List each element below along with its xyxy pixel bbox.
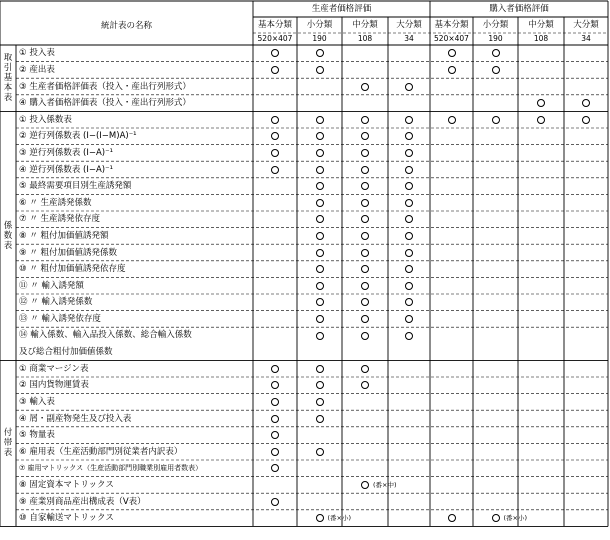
mark-circle [316,282,324,290]
row-label: ③ 生産者価格評価表（投入・産出行列形式） [19,81,191,92]
mark-circle [405,199,413,207]
mark-circle [405,166,413,174]
mark-circle [448,116,456,124]
mark-circle [316,249,324,257]
row-label: ⑥ 〃 生産誘発係数 [19,197,92,208]
mark-circle [316,415,324,423]
row-label: ⑦ 雇用マトリックス（生産活動部門別職業別雇用者数表） [19,464,203,473]
column-header-label: 小分類 [482,20,509,30]
row-label: ⑨ 〃 粗付加価値誘発係数 [19,247,118,258]
mark-circle [271,149,279,157]
mark-circle [361,365,369,373]
row-label: ⑥ 雇用表（生産活動部門別従業者内訳表） [19,446,183,457]
column-header-label: 基本分類 [257,20,292,30]
column-header-label: 基本分類 [434,20,469,30]
mark-circle [361,232,369,240]
mark-circle [271,166,279,174]
mark-circle [492,49,500,57]
mark-circle [405,116,413,124]
mark-circle [361,149,369,157]
row-label: ⑧ 〃 粗付加価値誘発額 [19,230,109,241]
column-header-label: 小分類 [306,20,333,30]
mark-circle [271,365,279,373]
mark-circle [271,116,279,124]
mark-circle [316,199,324,207]
column-header-count: 108 [357,34,373,43]
row-label: ② 産出表 [19,64,55,75]
column-header-label: 大分類 [396,20,422,30]
column-header-count: 190 [312,34,327,43]
mark-circle [316,149,324,157]
mark-circle [316,166,324,174]
mark-circle [361,116,369,124]
mark-circle [316,265,324,273]
row-note: (番×小) [327,514,352,523]
mark-circle [492,116,500,124]
mark-circle [405,83,413,91]
mark-circle [361,83,369,91]
row-label: ⑨ 産業別商品産出構成表（V表） [19,496,146,507]
mark-circle [405,249,413,257]
mark-circle [448,66,456,74]
mark-circle [582,116,590,124]
mark-circle [448,49,456,57]
mark-circle [361,481,369,489]
mark-circle [316,232,324,240]
mark-circle [405,232,413,240]
column-header-count: 190 [488,34,503,43]
mark-circle [316,66,324,74]
row-label: ⑬ 〃 輸入誘発依存度 [19,313,101,324]
row-label: ④ 逆行列係数表 (I−A)⁻¹ [19,164,113,175]
row-label: ⑭ 輸入係数、輸入品投入係数、総合輸入係数 [19,330,192,341]
row-label: ④ 購入者価格評価表（投入・産出行列形式） [19,98,191,109]
column-header-count: 520×407 [434,34,469,43]
mark-circle [316,448,324,456]
row-label: ③ 逆行列係数表 (I−A)⁻¹ [19,147,113,158]
mark-circle [361,282,369,290]
mark-circle [271,448,279,456]
mark-circle [405,315,413,323]
row-label-continued: 及び総合粗付加価値係数 [19,346,113,357]
column-header-label: 大分類 [573,20,599,30]
column-header-label: 中分類 [528,20,554,30]
row-label: ④ 屑・副産物発生及び投入表 [19,413,132,424]
mark-circle [492,514,500,522]
mark-circle [316,398,324,406]
mark-circle [405,332,413,340]
column-header-count: 34 [404,34,414,43]
row-label: ② 逆行列係数表 (I−(I−M)A)⁻¹ [19,131,137,142]
mark-circle [316,381,324,389]
row-label: ① 投入表 [19,48,55,59]
mark-circle [316,315,324,323]
row-label: ⑩ 〃 粗付加価値誘発依存度 [19,264,126,275]
mark-circle [271,398,279,406]
row-label: ⑫ 〃 輸入誘発係数 [19,297,93,308]
row-label: ② 国内貨物運賃表 [19,380,89,391]
mark-circle [316,298,324,306]
section-label: 取引基本表 [3,53,13,104]
mark-circle [316,132,324,140]
mark-circle [316,332,324,340]
producer-price-group-header: 生産者価格評価 [311,4,372,14]
row-label: ⑧ 固定資本マトリックス [19,479,114,490]
section-label: 係数表 [3,220,13,251]
name-column-header: 統計表の名称 [100,21,152,31]
row-label: ⑦ 〃 生産誘発依存度 [19,214,101,225]
mark-circle [361,199,369,207]
mark-circle [316,116,324,124]
mark-circle [361,332,369,340]
column-header-count: 34 [581,34,591,43]
mark-circle [316,365,324,373]
row-label: ⑤ 物量表 [19,430,55,441]
mark-circle [361,315,369,323]
mark-circle [448,514,456,522]
column-header-count: 520×407 [257,34,293,43]
mark-circle [316,215,324,223]
row-label: ① 投入係数表 [19,114,72,125]
row-note: (番×中) [373,480,397,489]
row-label: ③ 輸入表 [19,396,55,407]
row-label: ⑪ 〃 輸入誘発額 [19,280,84,291]
mark-circle [271,66,279,74]
mark-circle [271,415,279,423]
section-label: 付帯表 [3,428,13,459]
mark-circle [537,116,545,124]
column-header-count: 108 [533,34,549,43]
mark-circle [316,49,324,57]
mark-circle [316,182,324,190]
column-header-label: 中分類 [352,20,378,30]
mark-circle [492,66,500,74]
mark-circle [271,498,279,506]
mark-circle [361,249,369,257]
purchaser-price-group-header: 購入者価格評価 [489,4,549,14]
mark-circle [361,166,369,174]
row-label: ⑤ 最終需要項目別生産誘発額 [19,181,132,192]
row-label: ⑩ 自家輸送マトリックス [19,513,114,524]
mark-circle [405,282,413,290]
row-label: ① 商業マージン表 [19,363,89,374]
mark-circle [316,514,324,522]
mark-circle [405,149,413,157]
row-note: (番×小) [503,514,528,523]
